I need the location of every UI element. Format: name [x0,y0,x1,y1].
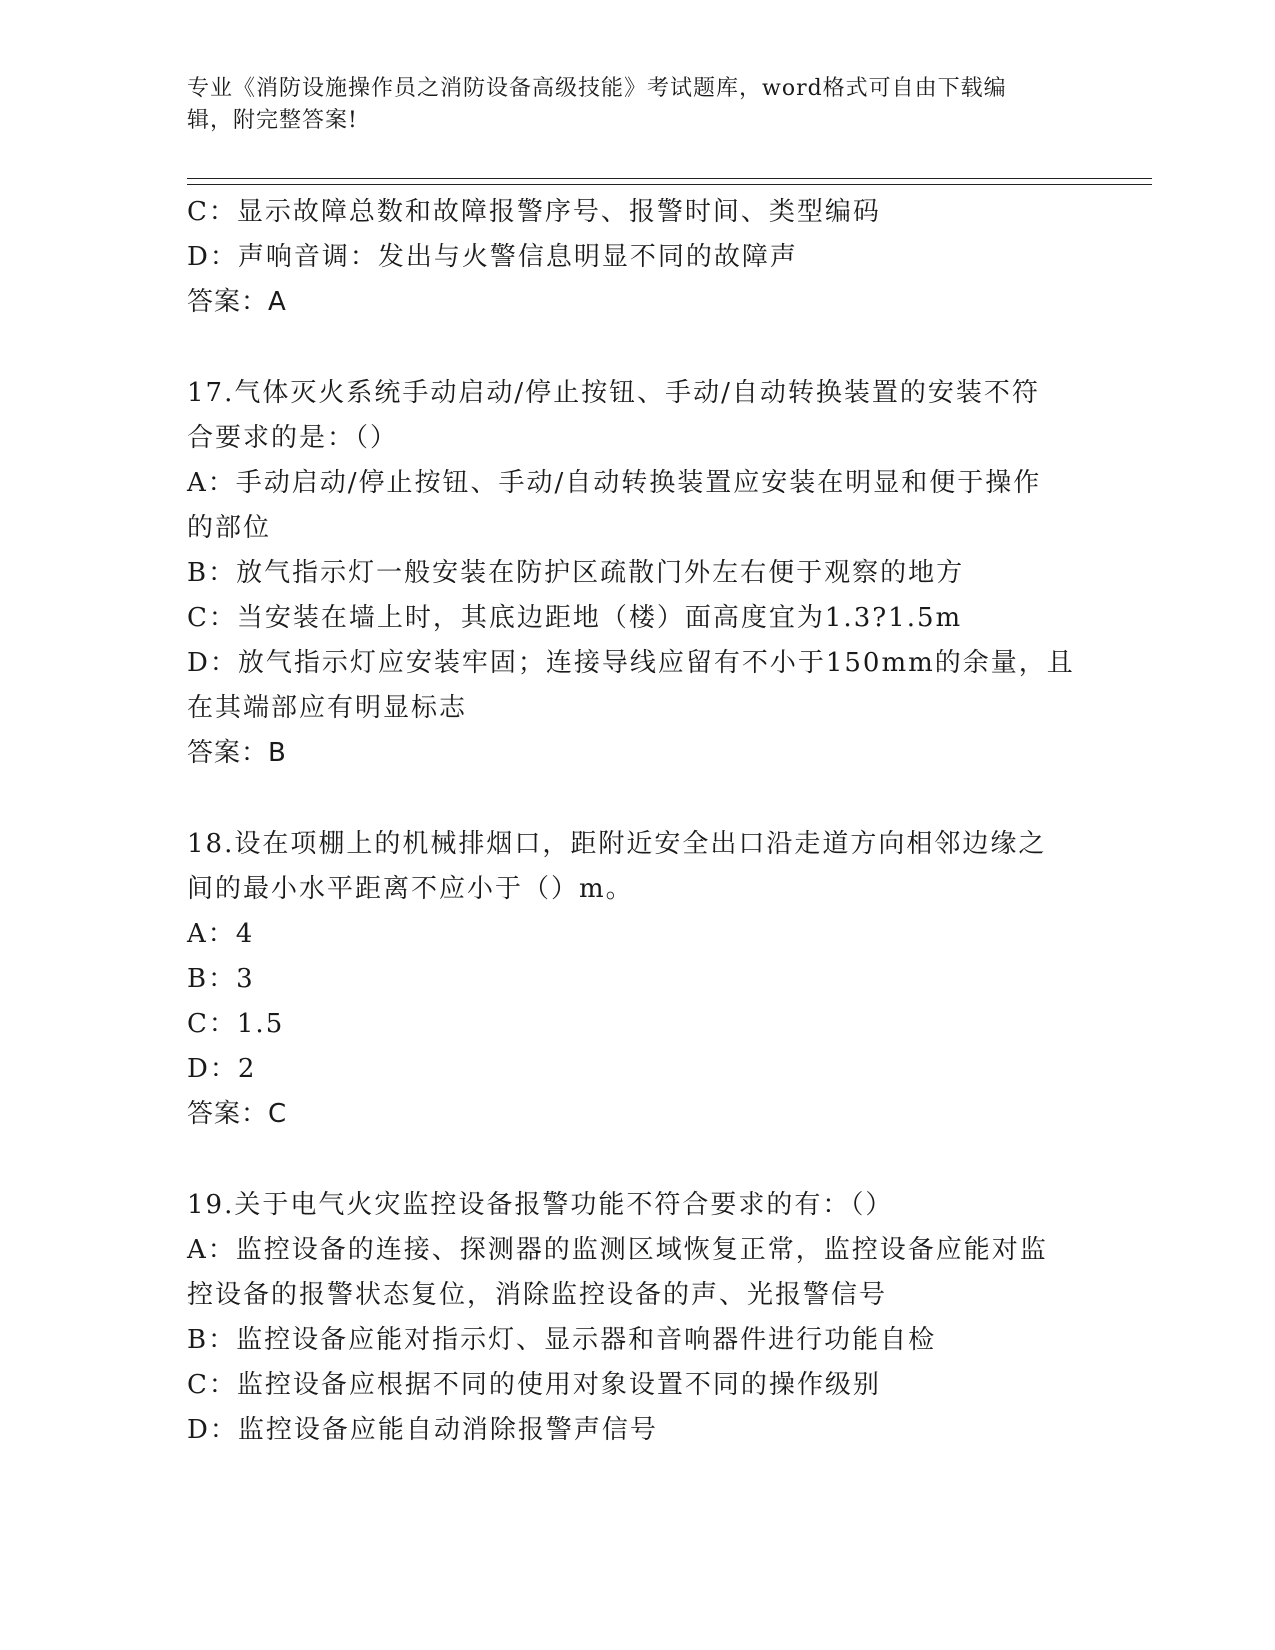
option-d: D：2 [187,1054,257,1084]
option-c: C：当安装在墙上时，其底边距地（楼）面高度宜为1.3?1.5m [187,603,963,633]
option-b: B：放气指示灯一般安装在防护区疏散门外左右便于观察的地方 [187,558,965,588]
question-stem-line: 合要求的是：（） [187,423,399,453]
option-d: D：放气指示灯应安装牢固；连接导线应留有不小于150mm的余量，且 [187,648,1075,678]
question-stem-line: 18.设在项棚上的机械排烟口，距附近安全出口沿走道方向相邻边缘之 [187,829,1047,859]
option-c: C：显示故障总数和故障报警序号、报警时间、类型编码 [187,197,881,227]
question-19 [187,1183,1067,1453]
question-18 [187,822,1067,1137]
spacer [187,325,1067,371]
option-a-continued: 控设备的报警状态复位，消除监控设备的声、光报警信号 [187,1280,888,1310]
question-stem-line: 间的最小水平距离不应小于（）m。 [187,874,634,904]
option-c: C：1.5 [187,1009,285,1039]
answer-label: 答案：B [187,738,287,768]
option-b: B：3 [187,964,255,994]
option-a: A：4 [187,919,255,949]
option-a-continued: 的部位 [187,513,272,543]
option-b: B：监控设备应能对指示灯、显示器和音响器件进行功能自检 [187,1325,937,1355]
option-d: D：监控设备应能自动消除报警声信号 [187,1415,658,1445]
option-d: D：声响音调：发出与火警信息明显不同的故障声 [187,242,798,272]
header-line-2: 辑，附完整答案! [187,108,358,133]
header-line-1: 专业《消防设施操作员之消防设备高级技能》考试题库，word格式可自由下载编 [187,76,1007,101]
question-stem-line: 17.气体灭火系统手动启动/停止按钮、手动/自动转换装置的安装不符 [187,378,1040,408]
option-d-continued: 在其端部应有明显标志 [187,693,468,723]
spacer [187,776,1067,822]
previous-question-tail [187,190,1067,325]
header-divider-bottom [187,184,1152,185]
option-a: A：手动启动/停止按钮、手动/自动转换装置应安装在明显和便于操作 [187,468,1042,498]
question-content [187,190,1075,1453]
spacer [187,1137,1067,1183]
option-c: C：监控设备应根据不同的使用对象设置不同的操作级别 [187,1370,881,1400]
answer-label: 答案：A [187,287,287,317]
option-a: A：监控设备的连接、探测器的监测区域恢复正常，监控设备应能对监 [187,1235,1048,1265]
question-17 [187,371,1075,776]
answer-label: 答案：C [187,1099,288,1129]
question-stem-line: 19.关于电气火灾监控设备报警功能不符合要求的有：（） [187,1190,894,1220]
header-divider-top [187,178,1152,179]
document-header [187,73,1067,137]
